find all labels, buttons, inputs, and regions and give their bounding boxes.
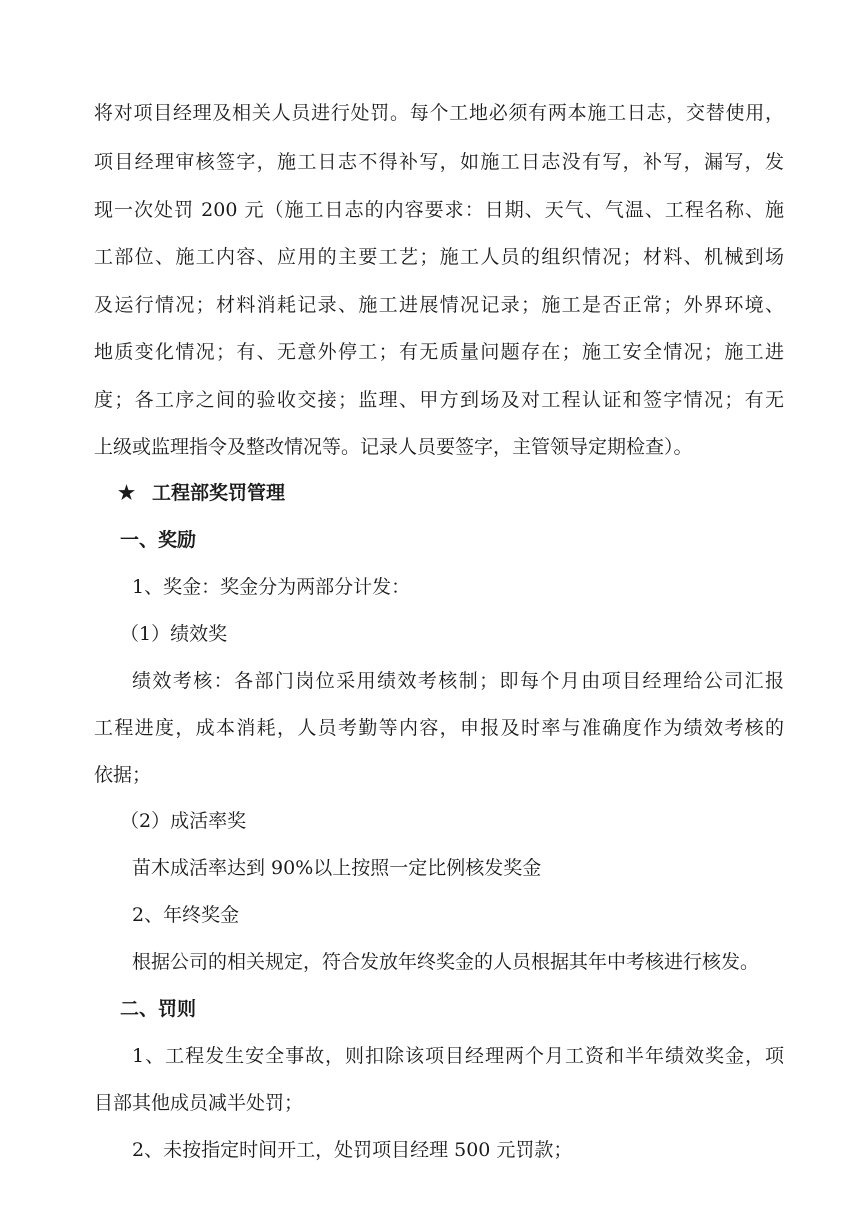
reward-heading: 一、奖励 bbox=[120, 529, 197, 551]
reward-sub-1-line: 依据； bbox=[94, 764, 152, 786]
paragraph-line: 地质变化情况；有、无意外停工；有无质量问题存在；施工安全情况；施工进 bbox=[94, 341, 784, 363]
reward-item-1: 1、奖金：奖金分为两部分计发： bbox=[132, 576, 411, 598]
reward-sub-1-line: 工程进度，成本消耗，人员考勤等内容，申报及时率与准确度作为绩效考核的 bbox=[94, 717, 784, 739]
reward-sub-1-title: （1）绩效奖 bbox=[120, 623, 228, 645]
paragraph-line: 将对项目经理及相关人员进行处罚。每个工地必须有两本施工日志，交替使用， bbox=[94, 102, 784, 124]
paragraph-line: 项目经理审核签字，施工日志不得补写，如施工日志没有写，补写，漏写，发 bbox=[94, 151, 784, 173]
section-heading-title: 工程部奖罚管理 bbox=[152, 482, 286, 504]
reward-item-2: 2、年终奖金 bbox=[132, 904, 240, 926]
section-heading bbox=[118, 480, 518, 506]
paragraph-line: 上级或监理指令及整改情况等。记录人员要签字，主管领导定期检查）。 bbox=[94, 436, 693, 458]
paragraph-line: 及运行情况；材料消耗记录、施工进展情况记录；施工是否正常；外界环境、 bbox=[94, 294, 784, 316]
reward-sub-2-title: （2）成活率奖 bbox=[120, 810, 247, 832]
reward-item-2-text: 根据公司的相关规定，符合发放年终奖金的人员根据其年中考核进行核发。 bbox=[132, 951, 760, 973]
penalty-item-1-line: 1、工程发生安全事故，则扣除该项目经理两个月工资和半年绩效奖金，项 bbox=[132, 1045, 784, 1067]
paragraph-line: 工部位、施工内容、应用的主要工艺；施工人员的组织情况；材料、机械到场 bbox=[94, 246, 784, 268]
paragraph-line: 度；各工序之间的验收交接；监理、甲方到场及对工程认证和签字情况；有无 bbox=[94, 389, 784, 411]
penalty-item-1-line: 目部其他成员减半处罚； bbox=[94, 1092, 304, 1114]
paragraph-line: 现一次处罚 200 元（施工日志的内容要求：日期、天气、气温、工程名称、施 bbox=[94, 199, 784, 221]
reward-sub-2-text: 苗木成活率达到 90%以上按照一定比例核发奖金 bbox=[132, 857, 542, 879]
star-icon: ★ bbox=[118, 482, 136, 504]
penalty-item-2: 2、未按指定时间开工，处罚项目经理 500 元罚款； bbox=[132, 1139, 573, 1161]
penalty-heading: 二、罚则 bbox=[120, 998, 197, 1020]
reward-sub-1-line: 绩效考核：各部门岗位采用绩效考核制；即每个月由项目经理给公司汇报 bbox=[132, 670, 784, 692]
